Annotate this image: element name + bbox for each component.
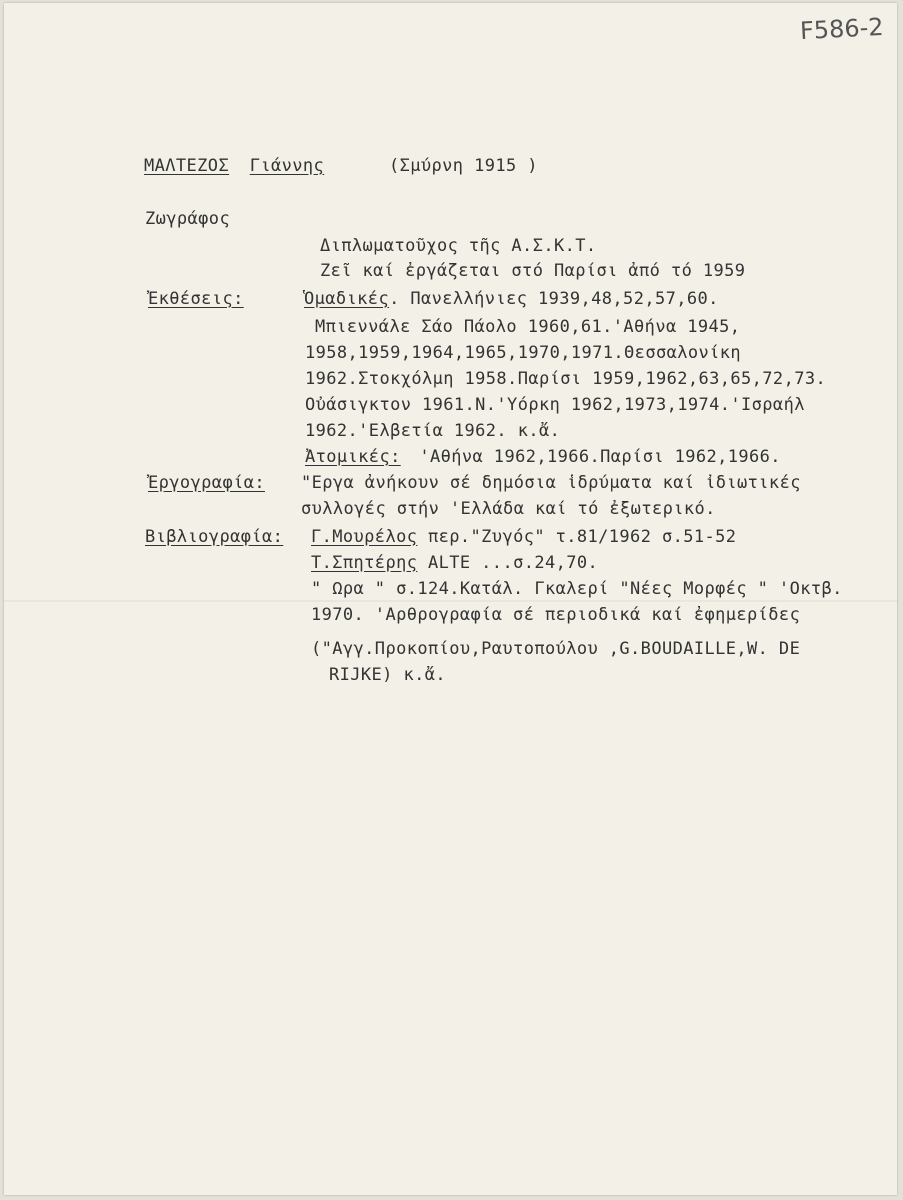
birth-info: (Σμύρνη 1915 ) — [389, 156, 538, 176]
bibliography-source: περ."Ζυγός" τ.81/1962 σ.51-52 — [428, 527, 737, 547]
bibliography-line: ("Αγγ.Προκοπίου,Ραυτοπούλου ,G.BOUDAILLE,W. DE — [311, 639, 801, 659]
document-page — [4, 3, 897, 1195]
bibliography-line: 1970. 'Αρθρογραφία σέ περιοδικά καί ἐφημερίδες — [311, 605, 801, 625]
artist-firstname: Γιάννης — [249, 156, 325, 176]
bio-line: Ζεῖ καί ἐργάζεται στό Παρίσι ἀπό τό 1959 — [320, 261, 746, 281]
bio-line: Διπλωματοῦχος τῆς Α.Σ.Κ.Τ. — [320, 236, 597, 256]
bibliography-line — [311, 527, 736, 547]
exhibition-line: 1962.'Ελβετία 1962. κ.ἄ. — [305, 421, 561, 441]
bibliography-label: Βιβλιογραφία: — [145, 527, 284, 547]
exhibition-line: 1962.Στοκχόλμη 1958.Παρίσι 1959,1962,63,65,72,73. — [305, 369, 827, 389]
bibliography-source: ALTE ...σ.24,70. — [428, 553, 599, 573]
profession: Ζωγράφος — [145, 209, 231, 229]
solo-exhibitions-text: 'Αθήνα 1962,1966.Παρίσι 1962,1966. — [419, 447, 781, 467]
works-line: "Εργα ἀνήκουν σέ δημόσια ἱδρύματα καί ἰδιωτικές — [301, 473, 801, 493]
bibliography-line: " Ωρα " σ.124.Κατάλ. Γκαλερί "Νέες Μορφές " 'Οκτβ. — [311, 579, 843, 599]
works-line: συλλογές στήν 'Ελλάδα καί τό ἐξωτερικό. — [301, 499, 716, 519]
bibliography-line: RIJKE) κ.ἄ. — [329, 665, 446, 685]
group-exhibitions-line — [304, 289, 719, 309]
group-exhibitions-label: Ὁμαδικές — [304, 289, 390, 309]
solo-exhibitions-label: Ἀτομικές: — [305, 447, 401, 467]
bibliography-author: Τ.Σπητέρης — [311, 553, 418, 573]
exhibition-line: Μπιεννάλε Σάο Πάολο 1960,61.'Αθήνα 1945, — [315, 317, 741, 337]
bibliography-author: Γ.Μουρέλος — [311, 527, 418, 547]
catalog-number: F586-2 — [799, 12, 885, 46]
paper-fold-line — [4, 600, 897, 602]
works-label: Ἐργογραφία: — [148, 473, 265, 493]
group-exhibitions-text: . Πανελλήνιες 1939,48,52,57,60. — [389, 289, 719, 309]
exhibition-line: Οὐάσιγκτον 1961.Ν.'Υόρκη 1962,1973,1974.'Ισραήλ — [305, 395, 805, 415]
artist-surname: ΜΑΛΤΕΖΟΣ — [144, 156, 230, 176]
artist-name — [144, 156, 324, 176]
exhibitions-label: Ἐκθέσεις: — [148, 289, 244, 309]
solo-exhibitions-line — [305, 447, 781, 467]
exhibition-line: 1958,1959,1964,1965,1970,1971.Θεσσαλονίκη — [305, 343, 742, 363]
bibliography-line — [311, 553, 598, 573]
